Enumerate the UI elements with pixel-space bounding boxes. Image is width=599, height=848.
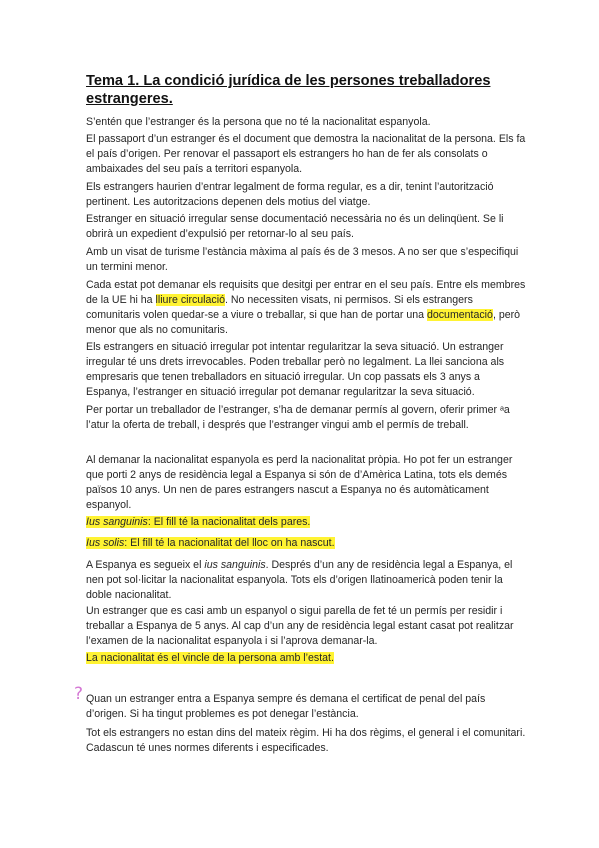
term-ius-solis: Ius solis <box>86 537 125 549</box>
paragraph-1: S’entén que l’estranger és la persona que no té la nacionalitat espanyola. <box>86 116 431 128</box>
paragraph-12 <box>86 558 526 603</box>
page-title: Tema 1. La condició jurídica de les persones treballadores estrangeres. <box>86 73 491 107</box>
paragraph-5: Amb un visat de turisme l’estància màxima al país és de 3 mesos. A no ser que s’especifiqui un termini menor. <box>86 246 519 273</box>
paragraph-8: Per portar un treballador de l’estranger, s’ha de demanar permís al govern, oferir primer ᵃa l’atur la oferta de treball, i després que l’estranger vingui amb el permís de treball. <box>86 404 510 431</box>
definition-ius-sanguinis: : El fill té la nacionalitat dels pares. <box>147 516 311 528</box>
paragraph-12-term: ius sanguinis <box>204 559 266 571</box>
paragraph-12-text-c: . Després d’un any de residència legal a Espanya, el nen pot sol·licitar la nacionalitat espanyola. Tots els d’origen llatinoamericà poden tenir la doble nacionalitat. <box>86 559 513 601</box>
highlight-nacionalitat-vincle: La nacionalitat és el vincle de la persona amb l’estat. <box>86 652 334 664</box>
paragraph-9: Al demanar la nacionalitat espanyola es perd la nacionalitat pròpia. Ho pot fer un estranger que porti 2 anys de residència legal a Espanya si són de d’Amèrica Latina, tots els demés països 10 anys. Un nen de pares estrangers nascut a Espanya no és automàticament espanyol. <box>86 454 513 511</box>
highlight-documentacio: documentació <box>426 308 493 321</box>
paragraph-16: Tot els estrangers no estan dins del mateix règim. Hi ha dos règims, el general i el comunitari. Cadascun té unes normes diferents i especificades. <box>86 727 526 754</box>
question-mark-icon: ? <box>74 684 84 704</box>
paragraph-7: Els estrangers en situació irregular pot intentar regularitzar la seva situació. Un estranger irregular té uns drets irrevocables. Poden treballar però no legalment. La llei sanciona als empresaris que tenen treballadors en situació irregular. Un cop passats els 3 anys a Espanya, l’estranger en situació irregular pot demanar regularitzar la seva situació. <box>86 341 505 398</box>
paragraph-12-text-a: A Espanya es segueix el <box>86 559 205 571</box>
paragraph-6-text-a: Cada estat pot demanar els requisits que desitgi per entrar en el seu país. Entre els membres de la UE hi ha <box>86 279 526 306</box>
term-ius-sanguinis: Ius sanguinis <box>86 516 148 528</box>
paragraph-13: Un estranger que es casi amb un espanyol o sigui parella de fet té un permís per residir i treballar a Espanya de 5 anys. Al cap d’un any de residència legal estant casat pot realitzar l’examen de la nacionalitat espanyola i si l’aprova demanar-la. <box>86 605 514 647</box>
paragraph-14 <box>86 651 526 666</box>
paragraph-4: Estranger en situació irregular sense documentació necessària no és un delinqüent. Se li obrirà un expedient d’expulsió per retornar-lo al seu país. <box>86 213 504 240</box>
paragraph-15: Quan un estranger entra a Espanya sempre és demana el certificat de penal del país d’origen. Si ha tingut problemes es pot denegar l’estància. <box>86 693 486 720</box>
paragraph-3: Els estrangers haurien d’entrar legalment de forma regular, es a dir, tenint l’autorització pertinent. Les autoritzacions depenen dels motius del viatge. <box>86 181 494 208</box>
definition-ius-solis: : El fill té la nacionalitat del lloc on ha nascut. <box>124 537 335 549</box>
paragraph-6-text-e: , però menor que als no comunitaris. <box>86 308 521 336</box>
highlight-lliure-circulacio: lliure circulació <box>155 293 225 306</box>
paragraph-2: El passaport d’un estranger és el document que demostra la nacionalitat de la persona. Els fa el país d’origen. Per renovar el passaport els estrangers ho han de fer als consolats o ambaixades del seu país a territori espanyola. <box>86 133 526 175</box>
paragraph-ius-solis <box>86 536 526 551</box>
paragraph-6-text-c: . No necessiten visats, ni permisos. Si els estrangers comunitaris volen quedar-se a viure o treballar, si que han de portar una <box>86 293 473 321</box>
paragraph-ius-sanguinis <box>86 515 526 530</box>
paragraph-6 <box>86 278 526 338</box>
